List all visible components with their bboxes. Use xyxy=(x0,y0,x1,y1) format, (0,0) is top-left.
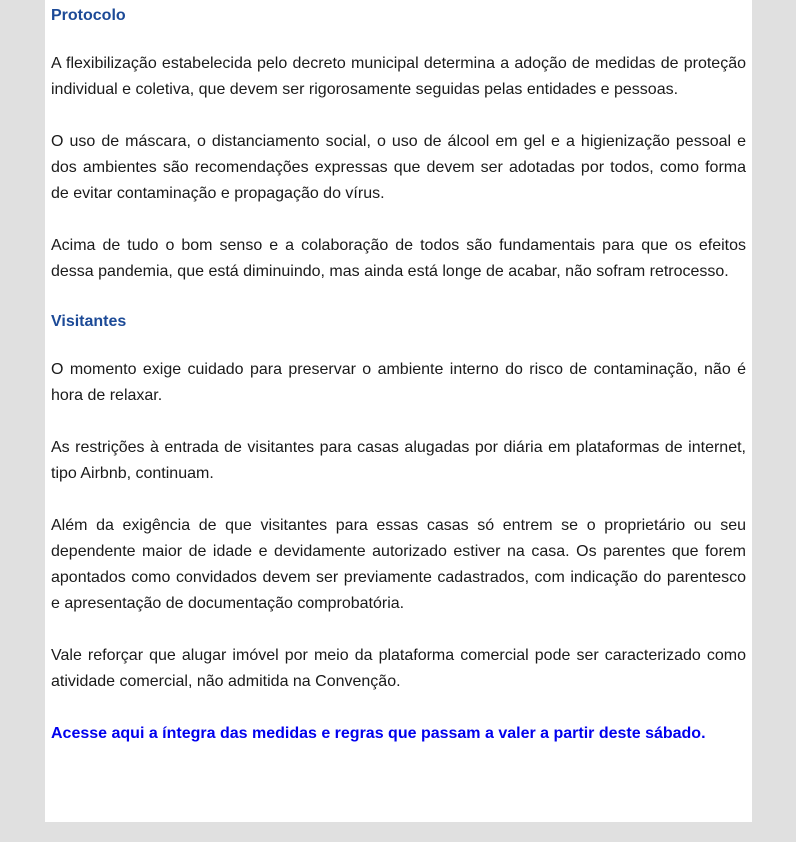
article-container xyxy=(45,0,752,822)
article-body xyxy=(51,5,746,747)
section-heading-visitantes: Visitantes xyxy=(51,313,127,330)
paragraph: O uso de máscara, o distanciamento social, o uso de álcool em gel e a higienização pessoal e dos ambientes são recomendações expressas que devem ser adotadas por todos, como forma de evitar contaminação e propagação do vírus. xyxy=(51,133,746,202)
paragraph: Acima de tudo o bom senso e a colaboração de todos são fundamentais para que os efeitos dessa pandemia, que está diminuindo, mas ainda está longe de acabar, não sofram retrocesso. xyxy=(51,237,746,280)
paragraph: Vale reforçar que alugar imóvel por meio da plataforma comercial pode ser caracterizado como atividade comercial, não admitida na Convenção. xyxy=(51,647,746,690)
paragraph: O momento exige cuidado para preservar o ambiente interno do risco de contaminação, não é hora de relaxar. xyxy=(51,361,746,404)
section-heading-protocolo: Protocolo xyxy=(51,7,126,24)
full-measures-link[interactable]: Acesse aqui a íntegra das medidas e regras que passam a valer a partir deste sábado. xyxy=(51,725,706,742)
paragraph: Além da exigência de que visitantes para essas casas só entrem se o proprietário ou seu dependente maior de idade e devidamente autorizado estiver na casa. Os parentes que forem apontados como convidados devem ser previamente cadastrados, com indicação do parentesco e apresentação de documentação comprobatória. xyxy=(51,517,746,612)
paragraph: A flexibilização estabelecida pelo decreto municipal determina a adoção de medidas de proteção individual e coletiva, que devem ser rigorosamente seguidas pelas entidades e pessoas. xyxy=(51,55,746,98)
paragraph: As restrições à entrada de visitantes para casas alugadas por diária em plataformas de internet, tipo Airbnb, continuam. xyxy=(51,439,746,482)
